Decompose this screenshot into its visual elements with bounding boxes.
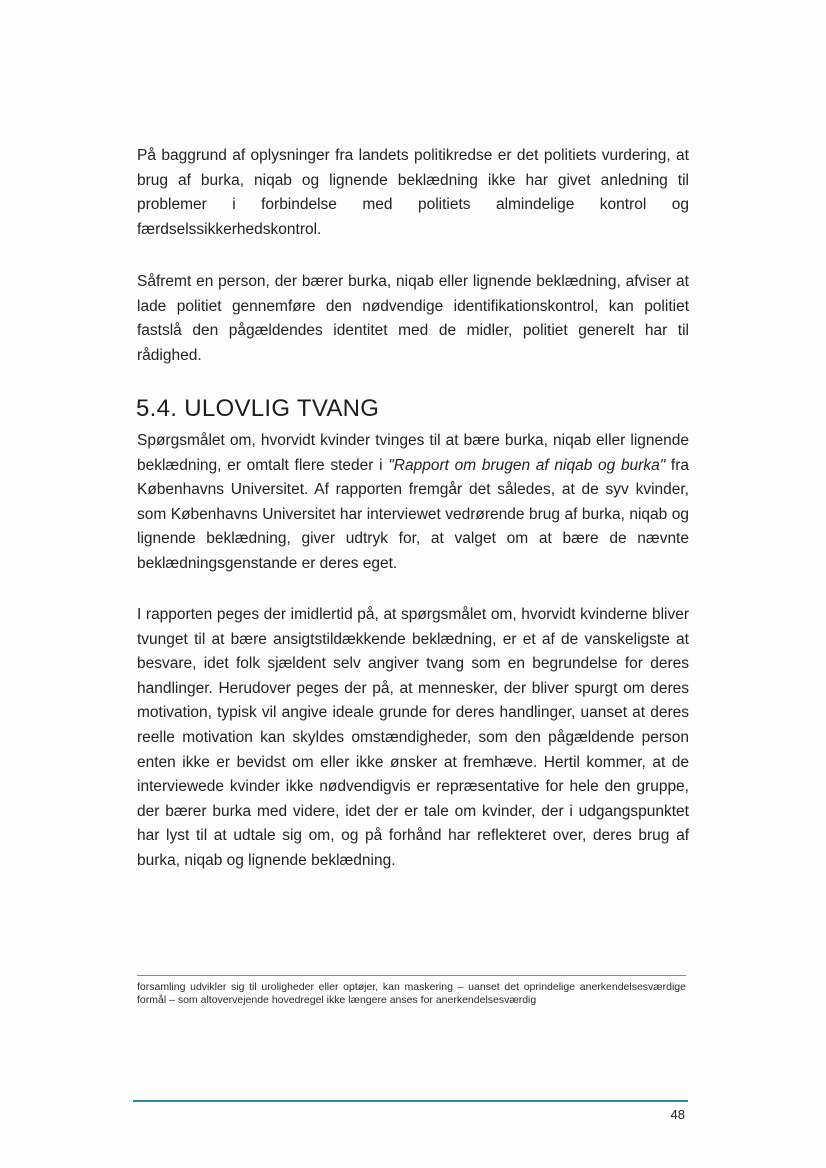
page-number: 48 [670, 1107, 685, 1122]
paragraph-report-caveats: I rapporten peges der imidlertid på, at spørgsmålet om, hvorvidt kvinderne bliver tvunget til at bære ansigtstildækkende beklædning, er et af de vanskeligste at besvare, idet folk sjældent selv angiver tvang som en begrundelse for deres handlinger. Herudover peges der på, at mennesker, der bliver spurgt om deres motivation, typisk vil angive ideale grunde for deres handlinger, uanset at deres reelle motivation kan skyldes omstændigheder, som den pågældende person enten ikke er bevidst om eller ikke ønsker at fremhæve. Hertil kommer, at de interviewede kvinder ikke nødvendigvis er repræsentative for hele den gruppe, der bærer burka med videre, idet der er tale om kvinder, der i udgangspunktet har lyst til at udtale sig om, og på forhånd har reflekteret over, deres brug af burka, niqab og lignende beklædning. [137, 606, 689, 869]
paragraph-text-before: Spørgsmålet om, hvorvidt kvinder tvinges til at bære burka, niqab eller lignende beklædning, er omtalt flere steder i [137, 432, 689, 474]
paragraph-identification-control: Såfremt en person, der bærer burka, niqab eller lignende beklædning, afviser at lade politiet gennemføre den nødvendige identifikationskontrol, kan politiet fastslå den pågældendes identitet med de midler, politiet generelt har til rådighed. [137, 273, 689, 364]
section-heading: 5.4. ULOVLIG TVANG [136, 395, 380, 422]
paragraph-police-assessment: På baggrund af oplysninger fra landets politikredse er det politiets vurdering, at brug af burka, niqab og lignende beklædning ikke har givet anledning til problemer i forbindelse med politiets almindelige kontrol og færdselssikkerhedskontrol. [137, 147, 689, 238]
footnote-text: forsamling udvikler sig til uroligheder eller optøjer, kan maskering – uanset det oprindelige anerkendelsesværdige formål – som altovervejende hovedregel ikke længere anses for anerkendelsesværdig [137, 981, 686, 1007]
footnote-divider [137, 975, 686, 976]
paragraph-report-findings [137, 429, 689, 577]
paragraph-text-after: fra Københavns Universitet. Af rapporten fremgår det således, at de syv kvinder, som Københavns Universitet har interviewet vedrørende brug af burka, niqab og lignende beklædning, giver udtryk for, at valget om at bære de nævnte beklædningsgenstande er deres eget. [137, 456, 689, 572]
report-title: "Rapport om brugen af niqab og burka" [388, 456, 666, 474]
footer-rule [133, 1100, 688, 1102]
